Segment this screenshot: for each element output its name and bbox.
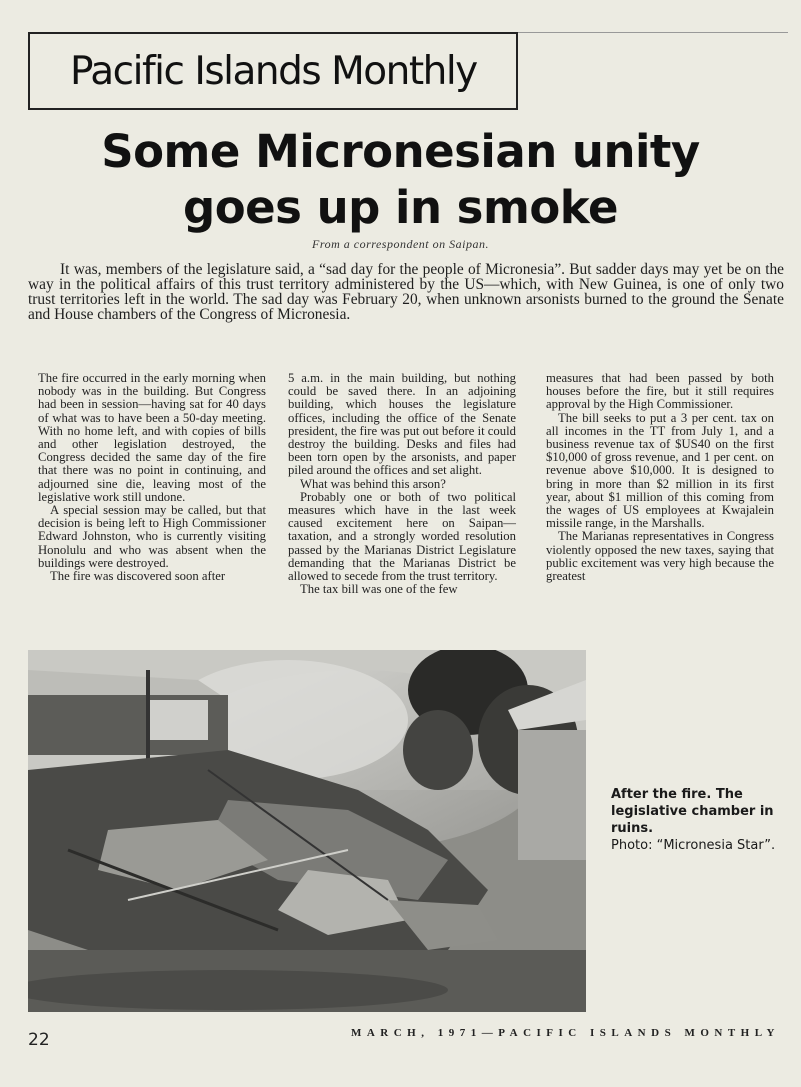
- top-rule: [518, 32, 788, 33]
- paragraph: measures that had been passed by both houses before the fire, but it still requires approval by the High Commissioner.: [546, 371, 774, 412]
- headline-line-2: goes up in smoke: [183, 181, 618, 234]
- headline-line-1: Some Micronesian unity: [101, 125, 700, 178]
- column-3: [546, 372, 774, 583]
- page-number: 22: [28, 1030, 50, 1050]
- fire-ruins-photo: [28, 650, 586, 1012]
- caption-credit: Photo: “Micronesia Star”.: [611, 838, 776, 853]
- paragraph: Probably one or both of two political measures which have in the last week caused excitement here on Saipan—taxation, and a strongly worded resolution passed by the Marianas District Legislature demanding that the Marianas District be allowed to secede from the trust territory.: [288, 489, 516, 584]
- column-1: [38, 372, 266, 583]
- lead-text: It was, members of the legislature said, a “sad day for the people of Micronesia”. But sadder days may yet be on the way in the political affairs of this trust territory administered by the US—which, with New Guinea, is one of only two trust territories left in the world. The sad day was February 20, when unknown arsonists burned to the ground the Senate and House chambers of the Congress of Micronesia.: [28, 261, 784, 323]
- paragraph: A special session may be called, but that decision is being left to High Commissioner Edward Johnston, who is currently visiting Honolulu and who was absent when the buildings were destroyed.: [38, 503, 266, 570]
- photo-caption: [611, 786, 781, 854]
- caption-title: After the fire. The legislative chamber in ruins.: [611, 787, 774, 836]
- column-2: [288, 372, 516, 596]
- paragraph: 5 a.m. in the main building, but nothing could be saved there. In an adjoining building, which houses the legislature offices, including the office of the Senate president, the fire was put out before it could destroy the building. Desks and files had been torn open by the arsonists, and paper piled around the offices and set alight.: [288, 371, 516, 478]
- paragraph: The fire occurred in the early morning when nobody was in the building. But Congress had been in session—having sat for 40 days of what was to have been a 50-day meeting. With no home left, and with copies of bills and other legislation destroyed, the Congress decided the same day of the fire that there was no point in continuing, and adjourned sine die, leaving most of the legislative work still undone.: [38, 371, 266, 504]
- masthead-title: Pacific Islands Monthly: [70, 48, 477, 94]
- article-headline: [0, 124, 801, 236]
- paragraph: The fire was discovered soon after: [50, 569, 226, 584]
- paragraph: The Marianas representatives in Congress violently opposed the new taxes, saying that public excitement was very high because the greatest: [546, 529, 774, 584]
- footer-issue-line: MARCH, 1971—PACIFIC ISLANDS MONTHLY: [350, 1027, 780, 1039]
- paragraph: The bill seeks to put a 3 per cent. tax on all incomes in the TT from July 1, and a business revenue tax of $US40 on the first $10,000 of gross revenue, and 1 per cent. on revenue above $10,000. It is designed to bring in more than $2 million in its first year, about $1 million of this coming from the wages of US employees at Kwajalein missile range, in the Marshalls.: [546, 410, 774, 531]
- paragraph: The tax bill was one of the few: [300, 582, 458, 597]
- paragraph: What was behind this arson?: [300, 476, 446, 491]
- byline: From a correspondent on Saipan.: [312, 237, 489, 251]
- masthead-box: [28, 32, 518, 110]
- lead-paragraph: [28, 262, 784, 322]
